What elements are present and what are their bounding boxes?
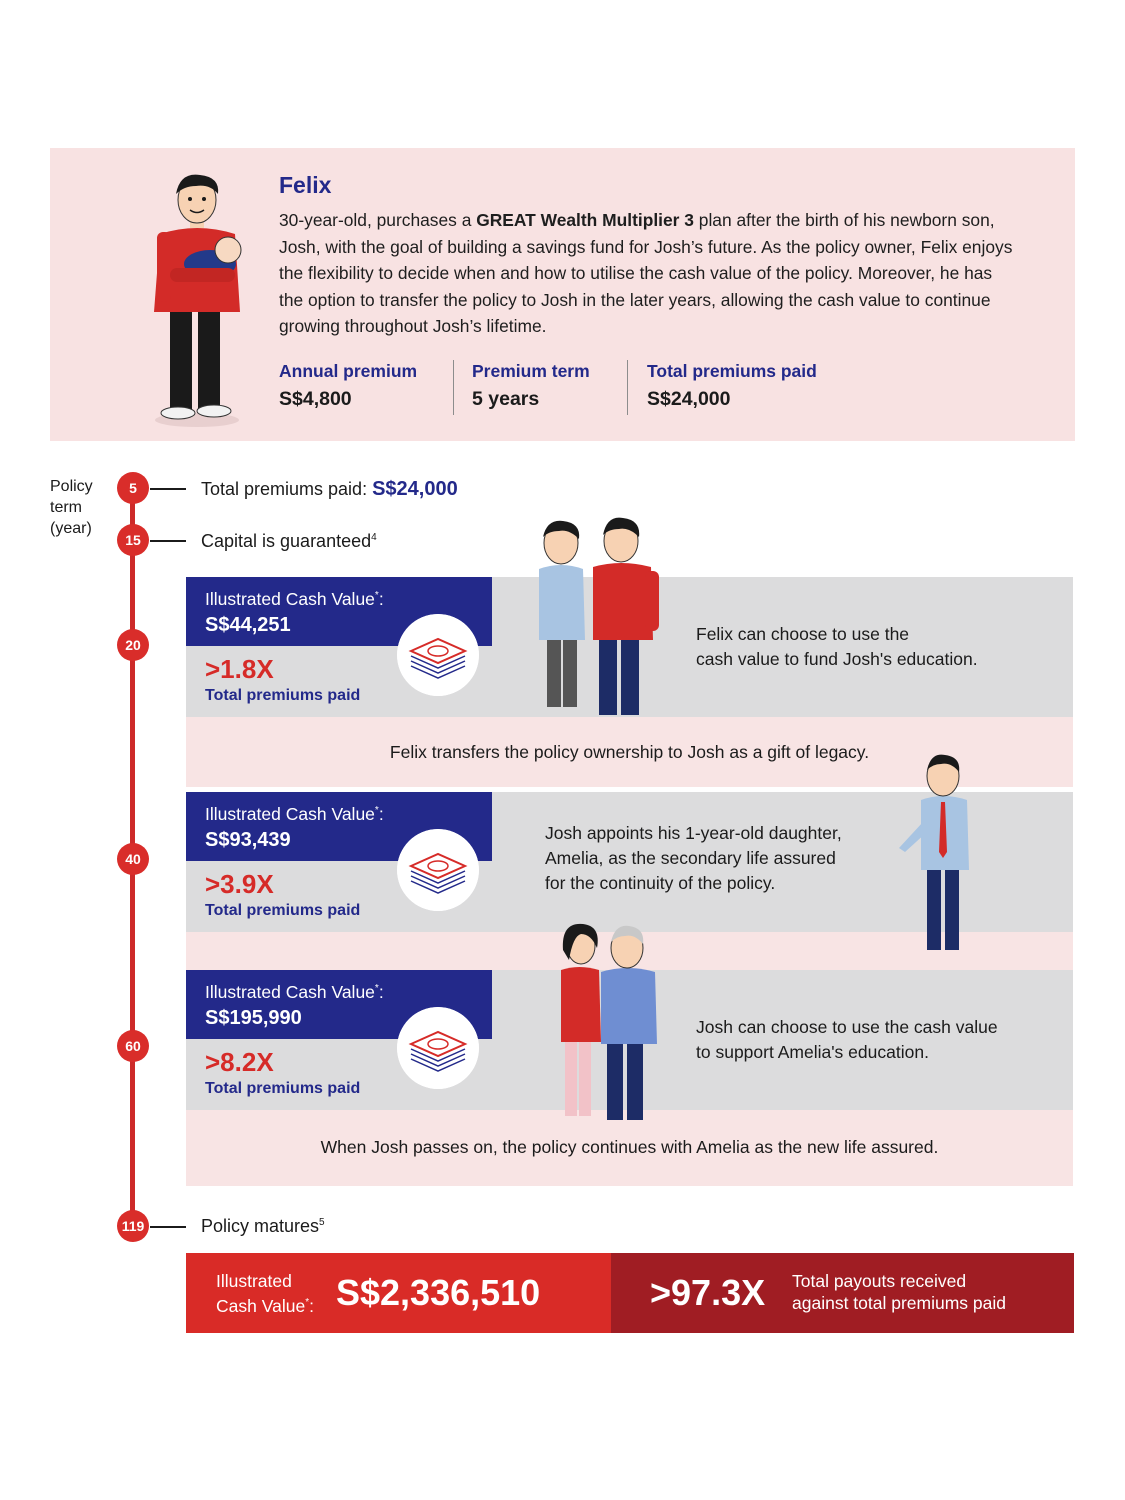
year-node-15: 15 — [117, 524, 149, 556]
milestone-119-label: Policy matures — [201, 1216, 320, 1236]
cash-value-label-colon: : — [378, 982, 384, 1002]
milestone-15-label: Capital is guaranteed — [201, 531, 372, 551]
axis-label-line: term — [50, 499, 82, 516]
intro-text-end: plan after the birth of his newborn son, Josh, with the goal of building a savings fund for Josh’s future. As the policy owner, Felix enjoys the flexibility to decide when and how to utilise the cash value of the policy. Moreover, he has the option to transfer the policy to Josh in the later years, allowing the cash value to continue growing throughout Josh’s lifetime. — [279, 210, 1013, 336]
timeline-tick — [150, 540, 186, 542]
multiple-sub-40: Total premiums paid — [205, 902, 361, 919]
maturity-multiple: >97.3X — [650, 1272, 766, 1313]
axis-label — [50, 476, 93, 539]
milestone-5-label: Total premiums paid: — [201, 479, 373, 499]
multiple-sub-20: Total premiums paid — [205, 687, 361, 704]
maturity-label-colon: : — [309, 1295, 314, 1316]
multiple-60: >8.2X — [205, 1047, 274, 1077]
milestone-119-text — [201, 1216, 325, 1237]
intro-text-start: 30-year-old, purchases a — [279, 210, 477, 230]
description-40 — [545, 821, 842, 896]
multiple-sub-60: Total premiums paid — [205, 1080, 361, 1097]
axis-label-line: (year) — [50, 520, 92, 537]
cash-value-label — [205, 589, 384, 610]
amelia-life-assured-text: When Josh passes on, the policy continues with Amelia as the new life assured. — [320, 1137, 939, 1157]
felix-and-teen-josh-illustration — [525, 515, 675, 720]
footnote-marker: * — [374, 590, 379, 602]
cash-value-label-colon: : — [378, 589, 384, 609]
description-line: Josh appoints his 1-year-old daughter, — [545, 823, 842, 843]
maturity-sub-line: against total premiums paid — [792, 1293, 1006, 1313]
premium-term-value: 5 years — [472, 388, 540, 410]
maturity-multiple-sub — [792, 1270, 1006, 1314]
description-line: cash value to fund Josh's education. — [696, 649, 978, 669]
footnote-marker: 4 — [371, 532, 377, 543]
footnote-marker: * — [374, 983, 379, 995]
footnote-marker: 5 — [319, 1217, 325, 1228]
year-node-5: 5 — [117, 472, 149, 504]
footnote-marker: * — [305, 1297, 310, 1308]
intro-name: Felix — [279, 172, 332, 198]
description-line: Josh can choose to use the cash value — [696, 1017, 998, 1037]
adult-josh-illustration — [895, 752, 990, 957]
maturity-label-line — [216, 1292, 314, 1317]
total-premiums-value: S$24,000 — [647, 388, 731, 410]
year-node-40: 40 — [117, 843, 149, 875]
amelia-and-old-josh-illustration — [555, 920, 665, 1125]
milestone-5-amount: S$24,000 — [372, 478, 458, 500]
maturity-cash-value-amount: S$2,336,510 — [336, 1272, 541, 1313]
multiple-20: >1.8X — [205, 654, 274, 684]
cash-value-label — [205, 804, 384, 825]
stat-divider — [627, 360, 628, 415]
description-line: to support Amelia's education. — [696, 1042, 929, 1062]
milestone-15-text — [201, 531, 377, 552]
money-stack-icon — [397, 1007, 479, 1089]
stat-divider — [453, 360, 454, 415]
money-stack-icon — [397, 829, 479, 911]
maturity-sub-line: Total payouts received — [792, 1271, 967, 1291]
premium-term-label: Premium term — [472, 361, 590, 381]
maturity-cash-value-label — [216, 1270, 314, 1317]
description-line: for the continuity of the policy. — [545, 873, 776, 893]
description-60 — [696, 1015, 998, 1065]
annual-premium-label: Annual premium — [279, 361, 418, 381]
total-premiums-label: Total premiums paid — [647, 361, 817, 381]
maturity-label-line: Illustrated — [216, 1271, 292, 1291]
year-node-119: 119 — [117, 1210, 149, 1242]
felix-holding-baby-illustration — [140, 172, 255, 430]
cash-value-label — [205, 982, 384, 1003]
cash-value-amount-20: S$44,251 — [205, 614, 291, 636]
intro-description — [279, 207, 1019, 340]
money-stack-icon — [397, 614, 479, 696]
description-line: Amelia, as the secondary life assured — [545, 848, 836, 868]
cash-value-label-colon: : — [378, 804, 384, 824]
year-node-20: 20 — [117, 629, 149, 661]
year-node-60: 60 — [117, 1030, 149, 1062]
description-20 — [696, 622, 978, 672]
annual-premium-value: S$4,800 — [279, 388, 352, 410]
axis-label-line: Policy — [50, 478, 93, 495]
cash-value-label-text: Illustrated Cash Value — [205, 982, 375, 1002]
cash-value-amount-40: S$93,439 — [205, 829, 291, 851]
multiple-40: >3.9X — [205, 869, 274, 899]
timeline-tick — [150, 1226, 186, 1228]
description-line: Felix can choose to use the — [696, 624, 910, 644]
plan-name: GREAT Wealth Multiplier 3 — [476, 210, 694, 230]
footnote-marker: * — [374, 805, 379, 817]
milestone-5-text — [201, 478, 458, 501]
timeline-tick — [150, 488, 186, 490]
cash-value-amount-60: S$195,990 — [205, 1007, 302, 1029]
transfer-ownership-text: Felix transfers the policy ownership to Josh as a gift of legacy. — [389, 742, 870, 762]
maturity-label-text: Cash Value — [216, 1295, 306, 1316]
cash-value-label-text: Illustrated Cash Value — [205, 589, 375, 609]
cash-value-label-text: Illustrated Cash Value — [205, 804, 375, 824]
